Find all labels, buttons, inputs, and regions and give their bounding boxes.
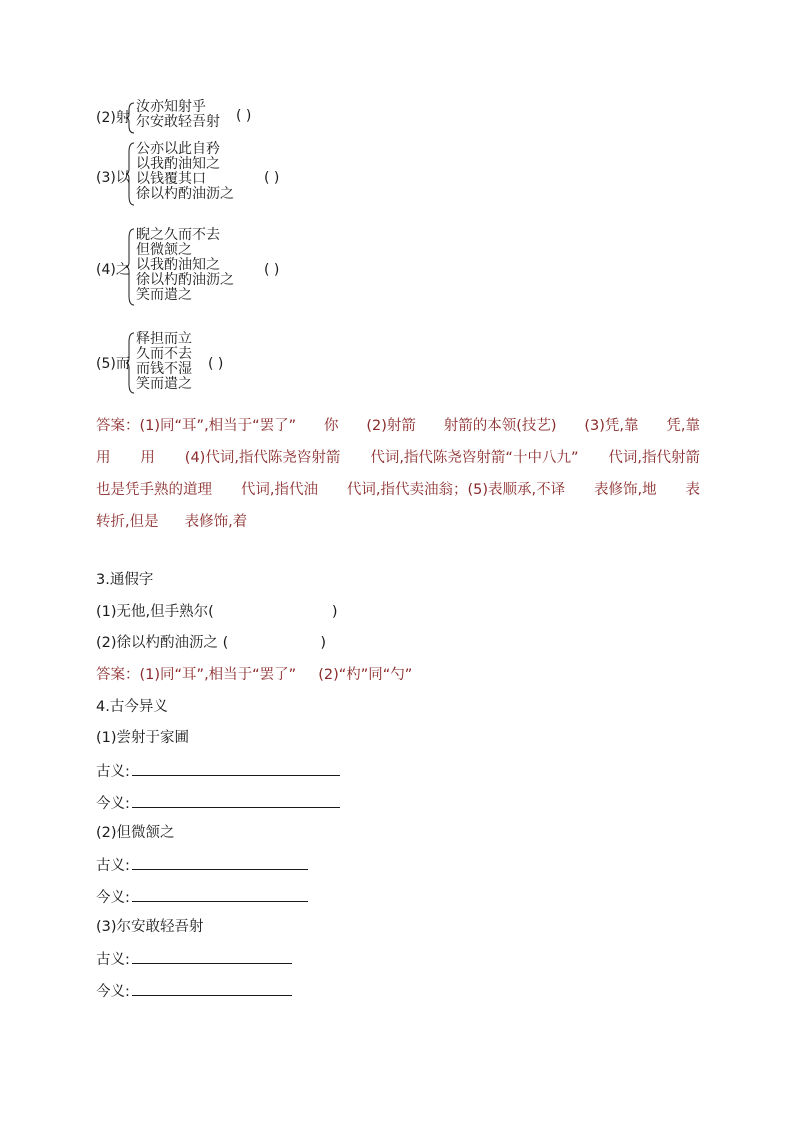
- question-text: (1)无他,但手熟尔(: [96, 604, 214, 620]
- answer-segment: 表修饰,着: [184, 514, 248, 530]
- list-item: 公亦以此自矜: [136, 141, 220, 157]
- answer-segment: 表修饰,地: [594, 482, 657, 498]
- question-text: (2)但微颔之: [96, 825, 175, 841]
- answer-row: [96, 794, 340, 813]
- answer-row: [96, 856, 308, 875]
- label-ancient: 古义:: [96, 764, 130, 780]
- answer-row: [96, 762, 340, 781]
- list-item: 以钱覆其口: [136, 171, 206, 187]
- answer-row: [96, 888, 308, 907]
- answer-segment: 答案：(1)同“耳”,相当于“罢了”: [96, 418, 297, 434]
- answer-segment: 代词,指代陈尧咨射箭“十中八九”: [370, 450, 579, 466]
- list-item: 汝亦知射乎: [136, 99, 206, 115]
- answer-line: [96, 414, 700, 435]
- item-stack: [136, 142, 234, 202]
- item-stack: [136, 100, 220, 130]
- answer-segment: 用: [96, 450, 111, 466]
- item-stack: [136, 332, 192, 392]
- list-item: 但微颔之: [136, 242, 192, 258]
- answer-segment: 转折,但是: [96, 514, 159, 530]
- group-label: (3)以: [96, 170, 130, 186]
- list-item: 笑而遣之: [136, 287, 192, 303]
- answer-underline[interactable]: [132, 794, 340, 808]
- answer-segment: 表: [685, 482, 700, 498]
- answer-segment: 凭,靠: [666, 418, 700, 434]
- list-item: 以我酌油知之: [136, 257, 220, 273]
- answer-segment: (4)代词,指代陈尧咨射箭: [184, 450, 341, 466]
- question-line: [96, 634, 326, 652]
- brace-icon: [126, 102, 136, 134]
- answer-underline[interactable]: [132, 762, 340, 776]
- answer-segment: 你: [324, 418, 339, 434]
- answer-segment: 代词,指代射箭: [608, 450, 700, 466]
- answer-row: [96, 950, 292, 969]
- answer-blank: ( ): [264, 170, 280, 186]
- list-item: 释担而立: [136, 331, 192, 347]
- brace-icon: [126, 142, 136, 206]
- label-ancient: 古义:: [96, 952, 130, 968]
- list-item: 徐以杓酌油沥之: [136, 272, 234, 288]
- brace-icon: [126, 332, 136, 394]
- list-item: 睨之久而不去: [136, 227, 220, 243]
- answer-blank: ( ): [264, 262, 280, 278]
- item-stack: [136, 228, 234, 303]
- group-label: (2)射: [96, 110, 130, 126]
- question-text: (2)徐以杓酌油沥之 (: [96, 635, 229, 651]
- answer-segment: (2)射箭: [366, 418, 416, 434]
- group-label: (5)而: [96, 356, 130, 372]
- close-paren: ): [320, 635, 326, 651]
- answer-blank: ( ): [236, 108, 252, 124]
- answer-segment: 也是凭手熟的道理: [96, 482, 212, 498]
- answer-line: [96, 666, 412, 684]
- list-item: 尔安敢轻吾射: [136, 114, 220, 130]
- answer-line: [96, 446, 700, 467]
- answer-segment: (3)凭,靠: [584, 418, 639, 434]
- list-item: 久而不去: [136, 346, 192, 362]
- label-ancient: 古义:: [96, 858, 130, 874]
- label-modern: 今义:: [96, 984, 130, 1000]
- answer-line: [96, 510, 700, 531]
- answer-segment: 射箭的本领(技艺): [443, 418, 557, 434]
- question-line: [96, 603, 337, 621]
- answer-underline[interactable]: [132, 950, 292, 964]
- answer-segment: (2)“杓”同“勺”: [318, 667, 413, 683]
- brace-icon: [126, 228, 136, 306]
- question-text: (3)尔安敢轻吾射: [96, 919, 204, 935]
- question-text: (1)尝射于家圃: [96, 730, 190, 746]
- list-item: 徐以杓酌油沥之: [136, 186, 234, 202]
- list-item: 以我酌油知之: [136, 156, 220, 172]
- answer-line: [96, 478, 700, 499]
- answer-underline[interactable]: [132, 888, 308, 902]
- list-item: 而钱不湿: [136, 361, 192, 377]
- label-modern: 今义:: [96, 796, 130, 812]
- section-title: 4.古今异义: [96, 699, 168, 715]
- section-title: 3.通假字: [96, 572, 154, 588]
- answer-row: [96, 982, 292, 1001]
- answer-blank: ( ): [208, 356, 224, 372]
- label-modern: 今义:: [96, 890, 130, 906]
- answer-segment: 答案：(1)同“耳”,相当于“罢了”: [96, 667, 297, 683]
- answer-segment: 用: [140, 450, 155, 466]
- list-item: 笑而遣之: [136, 376, 192, 392]
- answer-segment: 代词,指代卖油翁；(5)表顺承,不译: [346, 482, 566, 498]
- close-paren: ): [331, 604, 338, 620]
- answer-underline[interactable]: [132, 982, 292, 996]
- answer-segment: 代词,指代油: [240, 482, 318, 498]
- answer-underline[interactable]: [132, 856, 308, 870]
- group-label: (4)之: [96, 262, 130, 278]
